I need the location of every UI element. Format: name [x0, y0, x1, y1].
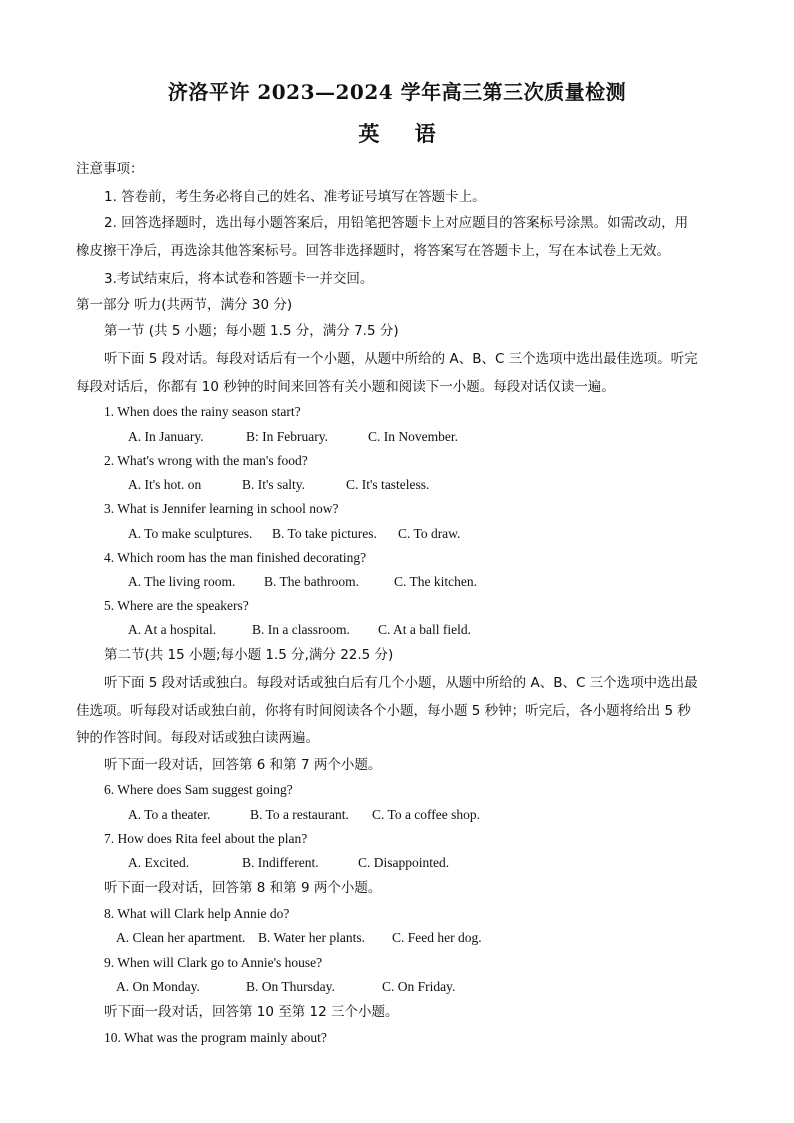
section2-instructions-line-3: 钟的作答时间。每段对话或独白读两遍。: [76, 730, 319, 746]
question-6: 6. Where does Sam suggest going?: [104, 782, 293, 797]
notice-item-3: 3.考试结束后，将本试卷和答题卡一并交回。: [104, 271, 374, 287]
question-5-option-a: A. At a hospital.: [128, 622, 217, 637]
question-9-option-b: B. On Thursday.: [246, 979, 335, 994]
part1-heading: 第一部分 听力(共两节，满分 30 分): [76, 297, 293, 313]
question-3-option-c: C. To draw.: [398, 526, 461, 541]
listen-instruction-6-7: 听下面一段对话，回答第 6 和第 7 两个小题。: [104, 757, 382, 773]
question-7: 7. How does Rita feel about the plan?: [104, 831, 308, 846]
question-6-option-c: C. To a coffee shop.: [372, 807, 481, 822]
question-7-option-c: C. Disappointed.: [358, 855, 450, 870]
question-5: 5. Where are the speakers?: [104, 598, 249, 613]
section1-instructions-line-1: 听下面 5 段对话。每段对话后有一个小题，从题中所给的 A、B、C 三个选项中选出最佳选项。听完: [104, 351, 698, 367]
question-1: 1. When does the rainy season start?: [104, 404, 301, 419]
question-8-option-a: A. Clean her apartment.: [116, 930, 246, 945]
question-2: 2. What's wrong with the man's food?: [104, 453, 308, 468]
exam-title: 济洛平许 2023—2024 学年高三第三次质量检测: [167, 80, 627, 104]
question-6-option-a: A. To a theater.: [128, 807, 211, 822]
question-3: 3. What is Jennifer learning in school now?: [104, 501, 339, 516]
question-2-option-b: B. It's salty.: [242, 477, 306, 492]
section2-instructions-line-2: 佳选项。听每段对话或独白前，你将有时间阅读各个小题，每小题 5 秒钟；听完后，各小题将给出 5 秒: [76, 703, 691, 719]
question-9-option-a: A. On Monday.: [116, 979, 200, 994]
question-1-option-a: A. In January.: [128, 429, 204, 444]
listen-instruction-10-12: 听下面一段对话，回答第 10 至第 12 三个小题。: [104, 1004, 399, 1020]
notice-item-2-line-1: 2. 回答选择题时，选出每小题答案后，用铅笔把答题卡上对应题目的答案标号涂黑。如需改动，用: [104, 215, 689, 231]
notice-item-1: 1. 答卷前，考生务必将自己的姓名、准考证号填写在答题卡上。: [104, 189, 486, 205]
question-6-option-b: B. To a restaurant.: [250, 807, 349, 822]
notice-item-2-line-2: 橡皮擦干净后，再选涂其他答案标号。回答非选择题时，将答案写在答题卡上，写在本试卷上无效。: [76, 243, 670, 259]
section1-heading: 第一节 (共 5 小题；每小题 1.5 分，满分 7.5 分): [104, 323, 399, 339]
question-4-option-a: A. The living room.: [128, 574, 236, 589]
question-5-option-b: B. In a classroom.: [252, 622, 350, 637]
question-7-option-b: B. Indifferent.: [242, 855, 319, 870]
section1-instructions-line-2: 每段对话后，你都有 10 秒钟的时间来回答有关小题和阅读下一小题。每段对话仅读一遍。: [76, 379, 615, 395]
section2-instructions-line-1: 听下面 5 段对话或独白。每段对话或独白后有几个小题，从题中所给的 A、B、C 三个选项中选出最: [104, 675, 698, 691]
question-9-option-c: C. On Friday.: [382, 979, 456, 994]
question-4-option-b: B. The bathroom.: [264, 574, 359, 589]
question-3-option-b: B. To take pictures.: [272, 526, 377, 541]
question-9: 9. When will Clark go to Annie's house?: [104, 955, 323, 970]
section2-heading: 第二节(共 15 小题;每小题 1.5 分,满分 22.5 分): [104, 647, 394, 663]
question-1-option-b: B: In February.: [246, 429, 328, 444]
question-4: 4. Which room has the man finished decorating?: [104, 550, 367, 565]
question-10: 10. What was the program mainly about?: [104, 1030, 327, 1045]
question-2-option-a: A. It's hot. on: [128, 477, 202, 492]
question-4-option-c: C. The kitchen.: [394, 574, 477, 589]
question-2-option-c: C. It's tasteless.: [346, 477, 430, 492]
question-5-option-c: C. At a ball field.: [378, 622, 471, 637]
question-8: 8. What will Clark help Annie do?: [104, 906, 290, 921]
listen-instruction-8-9: 听下面一段对话，回答第 8 和第 9 两个小题。: [104, 880, 382, 896]
question-1-option-c: C. In November.: [368, 429, 458, 444]
question-8-option-b: B. Water her plants.: [258, 930, 366, 945]
subject-heading: 英 语: [358, 121, 450, 146]
question-3-option-a: A. To make sculptures.: [128, 526, 253, 541]
question-8-option-c: C. Feed her dog.: [392, 930, 482, 945]
notice-heading: 注意事项：: [76, 161, 144, 177]
question-7-option-a: A. Excited.: [128, 855, 190, 870]
